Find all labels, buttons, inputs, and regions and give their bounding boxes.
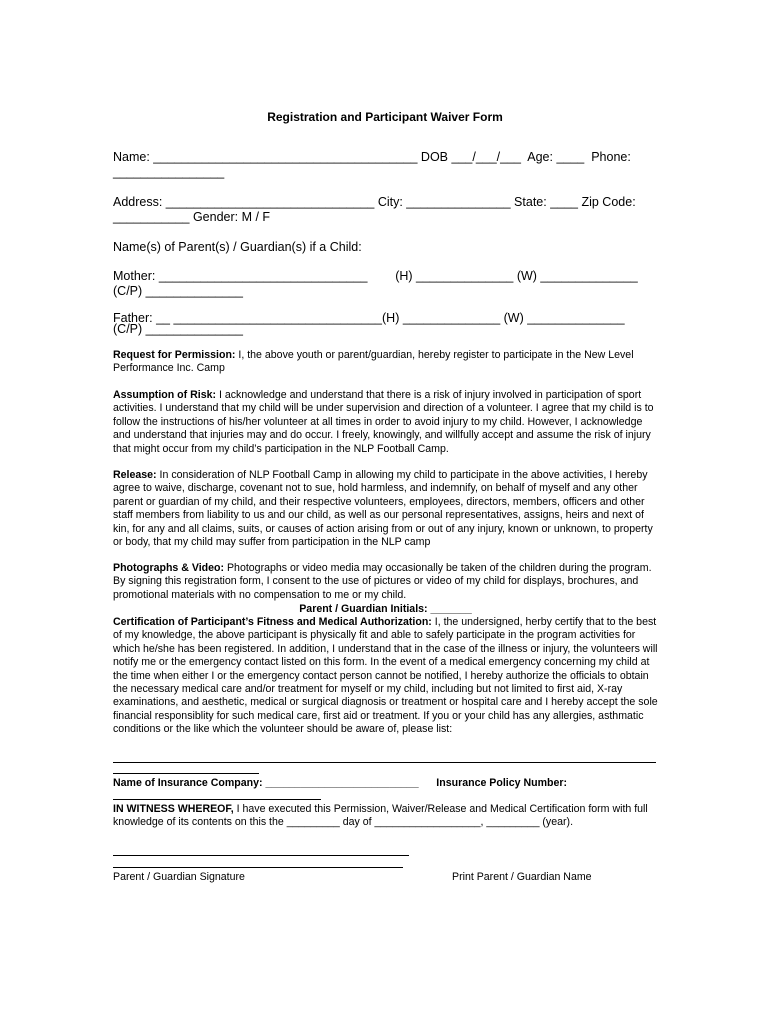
signature-rule-1 [113,855,409,856]
form-title: Registration and Participant Waiver Form [267,110,503,124]
release-paragraph [113,469,658,549]
short-rule-2 [113,799,321,800]
father-line: Father: __ ______________________________(H) ______________ (W) ______________ [113,311,625,325]
mother-line: Mother: ______________________________ (H) ______________ (W) ______________ [113,269,638,283]
father-cp-line: (C/P) ______________ [113,322,243,336]
release-label: Release: [113,469,157,481]
allergies-rule [113,762,656,763]
permission-text: I, the above youth or parent/guardian, hereby register to participate in the New Level Performance Inc. Camp [113,349,634,375]
certification-text: I, the undersigned, herby certify that to the best of my knowledge, the above participant is physically fit and able to safely participate in the program activities for which he/she has been registered. In addition, I understand that in the case of the illness or injury, the volunteers will notify me or the emergency contact listed on this form. In the event of a medical emergency concerning my child at the time when either I or the emergency contact person cannot be notified, I hereby authorize the officials to obtain the necessary medical care and/or treatment for myself or my child, including but not limited to first aid, X-ray examinations, and aesthetic, medical or surgical diagnosis or treatment or hospital care and I hereby accept the sole financial responsiblity for such medical care, first aid or treatment. If you or your child has any allergies, asthmatic conditions or the like which the volunteer should be aware of, please list: [113,616,658,736]
certification-paragraph [113,616,658,737]
short-rule-1 [113,773,259,774]
photo-paragraph [113,562,658,602]
parents-heading: Name(s) of Parent(s) / Guardian(s) if a Child: [113,240,362,254]
certification-label: Certification of Participant’s Fitness and Medical Authorization: [113,616,432,628]
print-name-label: Print Parent / Guardian Name [452,871,592,883]
risk-paragraph [113,389,658,456]
photo-text: Photographs or video media may occasionally be taken of the children during the program. By signing this registration form, I consent to the use of pictures or video of my child for displays, brochures, and promotional materials with no compensation to me or my child. [113,562,652,601]
witness-paragraph [113,803,658,830]
witness-text: I have executed this Permission, Waiver/Release and Medical Certification form with full knowledge of its contents on this the _________ day of __________________, _________ (year). [113,803,648,829]
zip-gender-line: ___________ Gender: M / F [113,210,271,224]
signature-label: Parent / Guardian Signature [113,871,245,883]
signature-rule-2 [113,867,403,868]
witness-label: IN WITNESS WHEREOF, [113,803,234,815]
release-text: In consideration of NLP Football Camp in allowing my child to participate in the above activities, I hereby agree to waive, discharge, covenant not to sue, hold harmless, and indemnify, on behalf of myself and any other parent or guardian of my child, and their respective volunteers, employees, directors, members, officers and other staff members from liability to us and our child, as well as our personal representatives, assigns, heirs and next of kin, for any and all claims, suits, or causes of action arising from or out of any injury, known or unknown, to property or body, that my child may suffer from participation in the NLP camp [113,469,653,549]
permission-paragraph [113,349,658,376]
mother-cp-line: (C/P) ______________ [113,284,243,298]
insurance-line: Name of Insurance Company: __________________________ Insurance Policy Number: [113,777,568,789]
risk-label: Assumption of Risk: [113,389,216,401]
phone-blank: ________________ [113,165,225,179]
permission-label: Request for Permission: [113,349,236,361]
name-dob-age-phone-line: Name: ______________________________________ DOB ___/___/___ Age: ____ Phone: [113,150,631,164]
initials-line: Parent / Guardian Initials: _______ [299,603,472,615]
address-city-state-zip-line: Address: ______________________________ City: _______________ State: ____ Zip Code: [113,195,636,209]
photo-label: Photographs & Video: [113,562,225,574]
risk-text: I acknowledge and understand that there is a risk of injury involved in participation of sport activities. I understand that my child will be under supervision and direction of a volunteer. I agree that my child is to follow the instructions of his/her volunteer at all times in order to avoid injury to my child. However, I acknowledge and understand that injuries may and do occur. I freely, knowingly, and willfully accept and assume the risk of injury that might occur from my child’s participation in the NLP Football Camp. [113,389,654,455]
